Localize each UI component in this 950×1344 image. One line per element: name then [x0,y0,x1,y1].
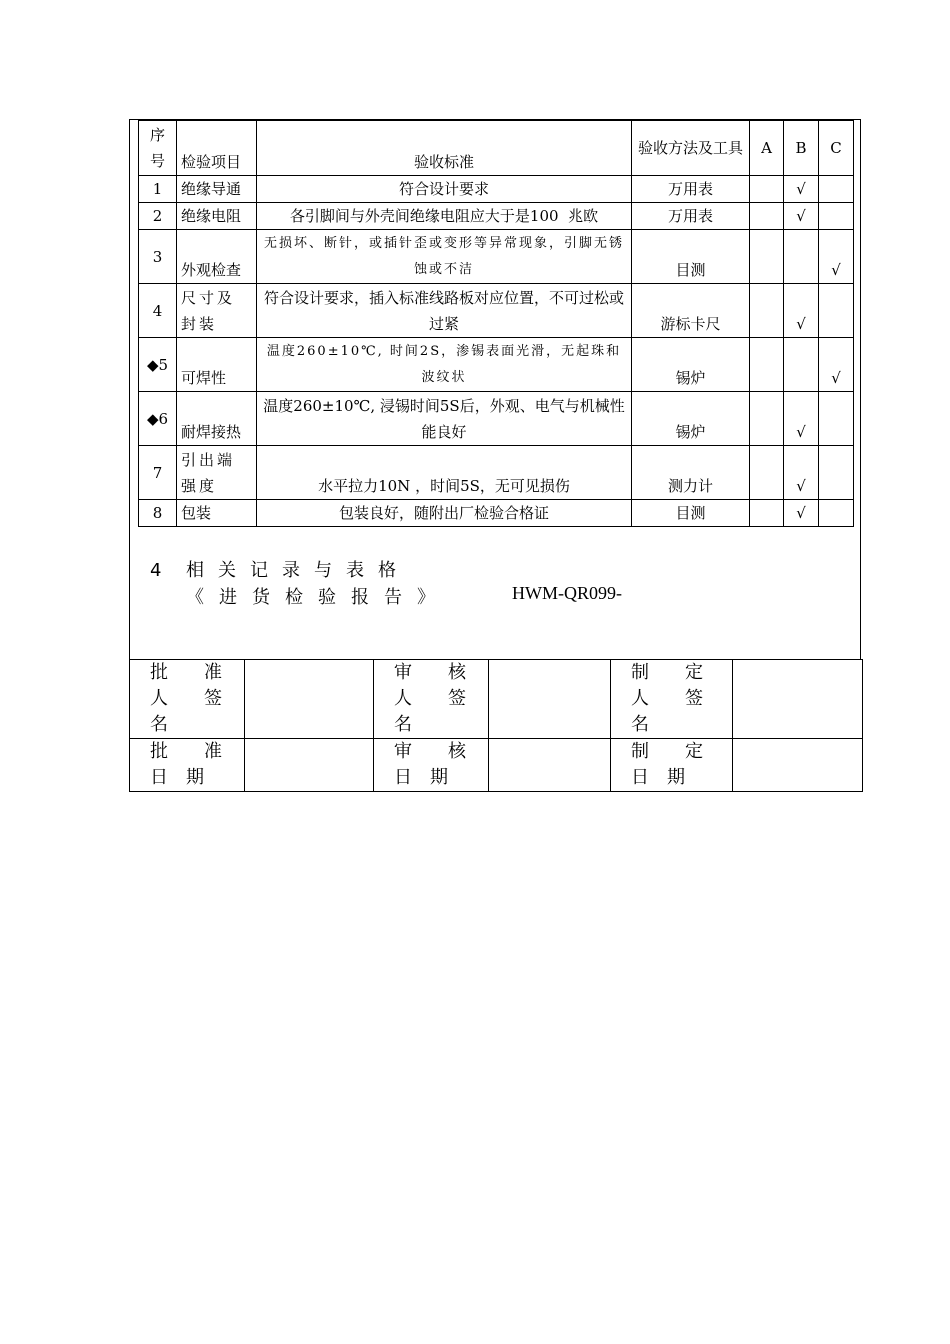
review-date-label: 审 核 日 期 [374,739,489,792]
row-grade-a [750,176,784,203]
row-seq: 1 [139,176,177,203]
row-standard: 符合设计要求 [257,176,632,203]
row-grade-a [750,203,784,230]
approve-date-field[interactable] [245,739,374,792]
row-grade-b [784,230,819,284]
row-standard: 无损坏、断针，或插针歪或变形等异常现象，引脚无锈蚀或不洁 [257,230,632,284]
row-item: 引出端强度 [177,446,257,500]
row-method: 万用表 [632,203,750,230]
create-date-label: 制 定 日 期 [611,739,733,792]
table-row [139,446,854,500]
row-standard: 温度260±10℃, 浸锡时间5S后，外观、电气与机械性能良好 [257,392,632,446]
row-grade-a [750,284,784,338]
row-item: 绝缘电阻 [177,203,257,230]
header-item: 检验项目 [177,121,257,176]
row-grade-b [784,338,819,392]
row-grade-a [750,392,784,446]
row-seq: 7 [139,446,177,500]
table-row [139,392,854,446]
row-grade-a [750,230,784,284]
header-a: A [750,121,784,176]
row-grade-c [819,284,854,338]
row-method: 锡炉 [632,392,750,446]
row-method: 目测 [632,500,750,527]
header-seq: 序号 [139,121,177,176]
approve-date-label: 批 准 日 期 [130,739,245,792]
row-method: 游标卡尺 [632,284,750,338]
row-grade-a [750,500,784,527]
header-c: C [819,121,854,176]
table-row [139,338,854,392]
row-item: 包装 [177,500,257,527]
row-grade-c: √ [819,338,854,392]
create-date-field[interactable] [733,739,863,792]
row-grade-c [819,500,854,527]
row-grade-b: √ [784,284,819,338]
row-method: 锡炉 [632,338,750,392]
row-item: 尺寸及封装 [177,284,257,338]
header-b: B [784,121,819,176]
record-name: 《进货检验报告》 [186,587,450,608]
row-grade-c: √ [819,230,854,284]
row-grade-a [750,338,784,392]
row-method: 万用表 [632,176,750,203]
row-standard: 符合设计要求，插入标准线路板对应位置，不可过松或过紧 [257,284,632,338]
row-grade-b: √ [784,392,819,446]
table-row [139,500,854,527]
row-grade-b: √ [784,500,819,527]
row-grade-b: √ [784,446,819,500]
review-date-field[interactable] [489,739,611,792]
row-seq: 3 [139,230,177,284]
reviewer-signature-field[interactable] [489,660,611,739]
row-standard: 水平拉力10N ，时间5S，无可见损伤 [257,446,632,500]
section-number: 4 [150,560,162,581]
table-row [139,284,854,338]
creator-signature-field[interactable] [733,660,863,739]
header-method: 验收方法及工具 [632,121,750,176]
signoff-row-signature [130,660,863,739]
row-seq: 8 [139,500,177,527]
signoff-row-date [130,739,863,792]
row-item: 耐焊接热 [177,392,257,446]
row-standard: 各引脚间与外壳间绝缘电阻应大于是100 兆欧 [257,203,632,230]
row-seq: 4 [139,284,177,338]
row-standard: 温度260±10℃, 时间2S，渗锡表面光滑，无起珠和波纹状 [257,338,632,392]
row-item: 可焊性 [177,338,257,392]
row-seq: ◆6 [139,392,177,446]
row-grade-c [819,176,854,203]
row-grade-c [819,203,854,230]
table-row [139,230,854,284]
section-heading [150,556,410,582]
row-standard: 包装良好，随附出厂检验合格证 [257,500,632,527]
approver-signature-field[interactable] [245,660,374,739]
inspection-table [138,120,854,527]
table-header-row [139,121,854,176]
row-item: 绝缘导通 [177,176,257,203]
table-row [139,203,854,230]
row-seq: 2 [139,203,177,230]
row-method: 测力计 [632,446,750,500]
row-grade-b: √ [784,176,819,203]
row-grade-c [819,392,854,446]
header-standard: 验收标准 [257,121,632,176]
creator-signature-label: 制 定 人 签 名 [611,660,733,739]
row-grade-c [819,446,854,500]
signoff-table [129,659,863,792]
row-item: 外观检查 [177,230,257,284]
reviewer-signature-label: 审 核 人 签 名 [374,660,489,739]
row-method: 目测 [632,230,750,284]
row-grade-b: √ [784,203,819,230]
record-line [186,583,622,609]
section-title: 相关记录与表格 [186,560,410,581]
row-seq: ◆5 [139,338,177,392]
table-row [139,176,854,203]
record-code: HWM-QR099- [512,583,622,603]
approver-signature-label: 批 准 人 签 名 [130,660,245,739]
row-grade-a [750,446,784,500]
